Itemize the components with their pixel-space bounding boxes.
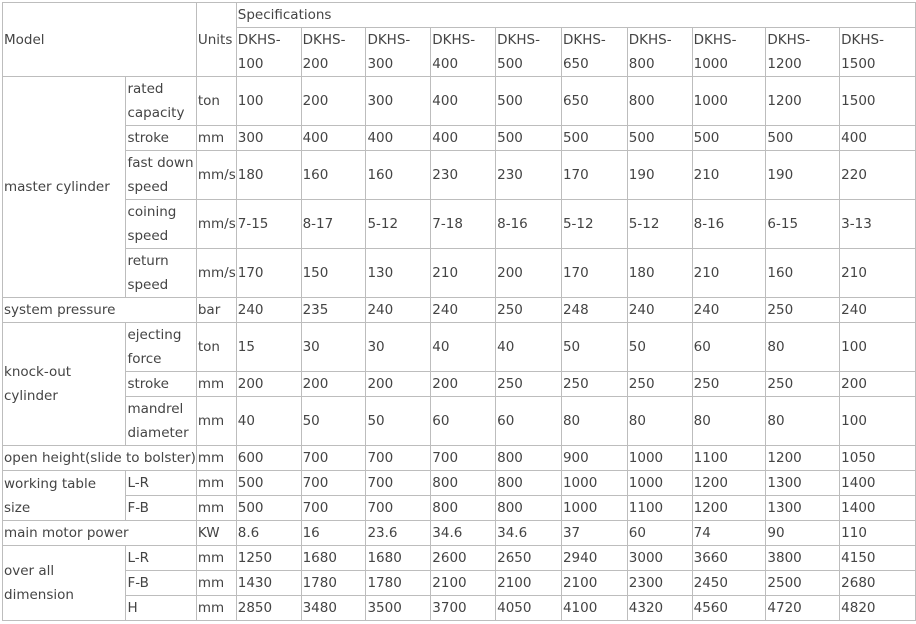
value-cell: 40	[496, 323, 562, 372]
value-cell: 60	[431, 397, 496, 446]
value-cell: 800	[431, 496, 496, 521]
value-cell: 200	[366, 372, 431, 397]
value-cell: 210	[840, 249, 916, 298]
value-cell: 300	[236, 126, 301, 151]
value-cell: 200	[236, 372, 301, 397]
row-sub-label: fast down speed	[126, 151, 196, 200]
value-cell: 210	[692, 249, 766, 298]
value-cell: 2680	[840, 571, 916, 596]
model-header-cell: DKHS-200	[301, 28, 366, 77]
value-cell: 250	[627, 372, 692, 397]
value-cell: 240	[692, 298, 766, 323]
model-header-cell: DKHS-1500	[840, 28, 916, 77]
value-cell: 5-12	[561, 200, 627, 249]
value-cell: 4320	[627, 596, 692, 621]
unit-cell: mm	[196, 446, 236, 471]
value-cell: 180	[627, 249, 692, 298]
value-cell: 5-12	[627, 200, 692, 249]
value-cell: 500	[766, 126, 840, 151]
value-cell: 7-18	[431, 200, 496, 249]
value-cell: 74	[692, 521, 766, 546]
spec-row	[3, 571, 916, 596]
value-cell: 80	[561, 397, 627, 446]
row-sub-label: ejecting force	[126, 323, 196, 372]
unit-cell: mm	[196, 397, 236, 446]
value-cell: 900	[561, 446, 627, 471]
spec-row	[3, 77, 916, 126]
spec-row	[3, 546, 916, 571]
row-sub-label: F-B	[126, 496, 196, 521]
value-cell: 1250	[236, 546, 301, 571]
value-cell: 1300	[766, 496, 840, 521]
row-sub-label: return speed	[126, 249, 196, 298]
row-sub-label: F-B	[126, 571, 196, 596]
value-cell: 8-16	[692, 200, 766, 249]
value-cell: 500	[496, 126, 562, 151]
value-cell: 60	[692, 323, 766, 372]
unit-cell: mm	[196, 596, 236, 621]
value-cell: 240	[236, 298, 301, 323]
value-cell: 400	[301, 126, 366, 151]
value-cell: 3700	[431, 596, 496, 621]
value-cell: 800	[431, 471, 496, 496]
value-cell: 1200	[766, 446, 840, 471]
row-sub-label: coining speed	[126, 200, 196, 249]
unit-cell: mm/s	[196, 249, 236, 298]
value-cell: 7-15	[236, 200, 301, 249]
value-cell: 2450	[692, 571, 766, 596]
value-cell: 15	[236, 323, 301, 372]
value-cell: 230	[496, 151, 562, 200]
value-cell: 170	[236, 249, 301, 298]
unit-cell: mm	[196, 471, 236, 496]
spec-row	[3, 446, 916, 471]
value-cell: 200	[431, 372, 496, 397]
value-cell: 1100	[692, 446, 766, 471]
value-cell: 80	[766, 323, 840, 372]
header-row-top	[3, 3, 916, 28]
model-header-cell: DKHS-400	[431, 28, 496, 77]
value-cell: 60	[627, 521, 692, 546]
spec-row	[3, 496, 916, 521]
value-cell: 50	[627, 323, 692, 372]
value-cell: 2850	[236, 596, 301, 621]
row-label: open height(slide to bolster)	[3, 446, 197, 471]
value-cell: 1000	[561, 471, 627, 496]
specifications-header: Specifications	[236, 3, 915, 28]
value-cell: 1000	[561, 496, 627, 521]
spec-row	[3, 596, 916, 621]
value-cell: 400	[840, 126, 916, 151]
value-cell: 400	[431, 126, 496, 151]
model-header-cell: DKHS-1000	[692, 28, 766, 77]
value-cell: 4560	[692, 596, 766, 621]
unit-cell: ton	[196, 323, 236, 372]
value-cell: 170	[561, 151, 627, 200]
value-cell: 700	[366, 471, 431, 496]
value-cell: 50	[301, 397, 366, 446]
unit-cell: bar	[196, 298, 236, 323]
value-cell: 3800	[766, 546, 840, 571]
value-cell: 1430	[236, 571, 301, 596]
value-cell: 210	[431, 249, 496, 298]
value-cell: 230	[431, 151, 496, 200]
value-cell: 1400	[840, 496, 916, 521]
table-body	[3, 3, 916, 621]
row-label: main motor power	[3, 521, 197, 546]
value-cell: 500	[561, 126, 627, 151]
value-cell: 170	[561, 249, 627, 298]
spec-row	[3, 151, 916, 200]
value-cell: 1200	[692, 471, 766, 496]
value-cell: 150	[301, 249, 366, 298]
value-cell: 30	[301, 323, 366, 372]
value-cell: 3-13	[840, 200, 916, 249]
value-cell: 3000	[627, 546, 692, 571]
value-cell: 1680	[301, 546, 366, 571]
value-cell: 220	[840, 151, 916, 200]
value-cell: 210	[692, 151, 766, 200]
value-cell: 700	[431, 446, 496, 471]
value-cell: 700	[301, 446, 366, 471]
spec-row	[3, 249, 916, 298]
unit-cell: mm	[196, 126, 236, 151]
row-sub-label: L-R	[126, 546, 196, 571]
value-cell: 160	[766, 249, 840, 298]
value-cell: 650	[561, 77, 627, 126]
value-cell: 1400	[840, 471, 916, 496]
value-cell: 300	[366, 77, 431, 126]
row-group-label: working table size	[3, 471, 126, 521]
spec-row	[3, 372, 916, 397]
value-cell: 100	[840, 397, 916, 446]
value-cell: 2100	[431, 571, 496, 596]
value-cell: 6-15	[766, 200, 840, 249]
value-cell: 23.6	[366, 521, 431, 546]
spec-row	[3, 126, 916, 151]
value-cell: 1100	[627, 496, 692, 521]
value-cell: 700	[301, 471, 366, 496]
value-cell: 800	[496, 471, 562, 496]
value-cell: 30	[366, 323, 431, 372]
value-cell: 4100	[561, 596, 627, 621]
value-cell: 40	[236, 397, 301, 446]
row-sub-label: H	[126, 596, 196, 621]
unit-cell: mm	[196, 496, 236, 521]
value-cell: 5-12	[366, 200, 431, 249]
value-cell: 50	[366, 397, 431, 446]
value-cell: 1000	[692, 77, 766, 126]
unit-cell: mm	[196, 571, 236, 596]
value-cell: 34.6	[431, 521, 496, 546]
row-sub-label: rated capacity	[126, 77, 196, 126]
value-cell: 2940	[561, 546, 627, 571]
value-cell: 400	[366, 126, 431, 151]
value-cell: 200	[840, 372, 916, 397]
value-cell: 1200	[692, 496, 766, 521]
value-cell: 90	[766, 521, 840, 546]
unit-cell: mm/s	[196, 151, 236, 200]
value-cell: 1500	[840, 77, 916, 126]
value-cell: 3480	[301, 596, 366, 621]
value-cell: 500	[627, 126, 692, 151]
value-cell: 4720	[766, 596, 840, 621]
row-group-label: master cylinder	[3, 77, 126, 298]
row-sub-label: L-R	[126, 471, 196, 496]
value-cell: 700	[366, 496, 431, 521]
value-cell: 1200	[766, 77, 840, 126]
value-cell: 248	[561, 298, 627, 323]
value-cell: 1050	[840, 446, 916, 471]
value-cell: 200	[301, 77, 366, 126]
model-header-cell: DKHS-800	[627, 28, 692, 77]
value-cell: 4820	[840, 596, 916, 621]
unit-cell: mm	[196, 372, 236, 397]
value-cell: 100	[840, 323, 916, 372]
value-cell: 1000	[627, 471, 692, 496]
spec-row	[3, 298, 916, 323]
model-header-cell: DKHS-1200	[766, 28, 840, 77]
value-cell: 240	[627, 298, 692, 323]
row-sub-label: stroke	[126, 126, 196, 151]
value-cell: 1780	[366, 571, 431, 596]
value-cell: 700	[366, 446, 431, 471]
value-cell: 180	[236, 151, 301, 200]
value-cell: 600	[236, 446, 301, 471]
value-cell: 2100	[496, 571, 562, 596]
value-cell: 80	[692, 397, 766, 446]
value-cell: 500	[692, 126, 766, 151]
spec-row	[3, 323, 916, 372]
unit-cell: mm	[196, 546, 236, 571]
value-cell: 8.6	[236, 521, 301, 546]
value-cell: 1780	[301, 571, 366, 596]
value-cell: 110	[840, 521, 916, 546]
value-cell: 250	[496, 298, 562, 323]
unit-cell: mm/s	[196, 200, 236, 249]
value-cell: 400	[431, 77, 496, 126]
value-cell: 250	[692, 372, 766, 397]
value-cell: 250	[766, 372, 840, 397]
value-cell: 1000	[627, 446, 692, 471]
value-cell: 8-17	[301, 200, 366, 249]
value-cell: 240	[840, 298, 916, 323]
row-label: system pressure	[3, 298, 197, 323]
value-cell: 37	[561, 521, 627, 546]
value-cell: 8-16	[496, 200, 562, 249]
value-cell: 250	[496, 372, 562, 397]
value-cell: 200	[496, 249, 562, 298]
value-cell: 250	[561, 372, 627, 397]
value-cell: 240	[431, 298, 496, 323]
value-cell: 40	[431, 323, 496, 372]
value-cell: 235	[301, 298, 366, 323]
value-cell: 130	[366, 249, 431, 298]
row-sub-label: stroke	[126, 372, 196, 397]
value-cell: 80	[627, 397, 692, 446]
value-cell: 160	[301, 151, 366, 200]
value-cell: 3660	[692, 546, 766, 571]
specifications-table	[2, 2, 916, 621]
value-cell: 2600	[431, 546, 496, 571]
model-header-cell: DKHS-500	[496, 28, 562, 77]
value-cell: 16	[301, 521, 366, 546]
value-cell: 240	[366, 298, 431, 323]
model-header: Model	[3, 3, 197, 77]
value-cell: 1300	[766, 471, 840, 496]
value-cell: 50	[561, 323, 627, 372]
value-cell: 160	[366, 151, 431, 200]
units-header: Units	[196, 3, 236, 77]
value-cell: 700	[301, 496, 366, 521]
value-cell: 34.6	[496, 521, 562, 546]
value-cell: 2100	[561, 571, 627, 596]
value-cell: 250	[766, 298, 840, 323]
row-group-label: knock-out cylinder	[3, 323, 126, 446]
value-cell: 800	[496, 496, 562, 521]
spec-row	[3, 397, 916, 446]
value-cell: 800	[627, 77, 692, 126]
value-cell: 500	[236, 496, 301, 521]
value-cell: 200	[301, 372, 366, 397]
unit-cell: ton	[196, 77, 236, 126]
spec-row	[3, 471, 916, 496]
value-cell: 190	[627, 151, 692, 200]
value-cell: 4050	[496, 596, 562, 621]
spec-row	[3, 200, 916, 249]
model-header-cell: DKHS-300	[366, 28, 431, 77]
value-cell: 800	[496, 446, 562, 471]
value-cell: 3500	[366, 596, 431, 621]
model-header-cell: DKHS-100	[236, 28, 301, 77]
value-cell: 100	[236, 77, 301, 126]
value-cell: 2500	[766, 571, 840, 596]
value-cell: 500	[236, 471, 301, 496]
row-group-label: over all dimension	[3, 546, 126, 621]
value-cell: 2650	[496, 546, 562, 571]
spec-row	[3, 521, 916, 546]
value-cell: 1680	[366, 546, 431, 571]
unit-cell: KW	[196, 521, 236, 546]
row-sub-label: mandrel diameter	[126, 397, 196, 446]
value-cell: 190	[766, 151, 840, 200]
value-cell: 60	[496, 397, 562, 446]
model-header-cell: DKHS-650	[561, 28, 627, 77]
value-cell: 4150	[840, 546, 916, 571]
value-cell: 500	[496, 77, 562, 126]
value-cell: 2300	[627, 571, 692, 596]
value-cell: 80	[766, 397, 840, 446]
